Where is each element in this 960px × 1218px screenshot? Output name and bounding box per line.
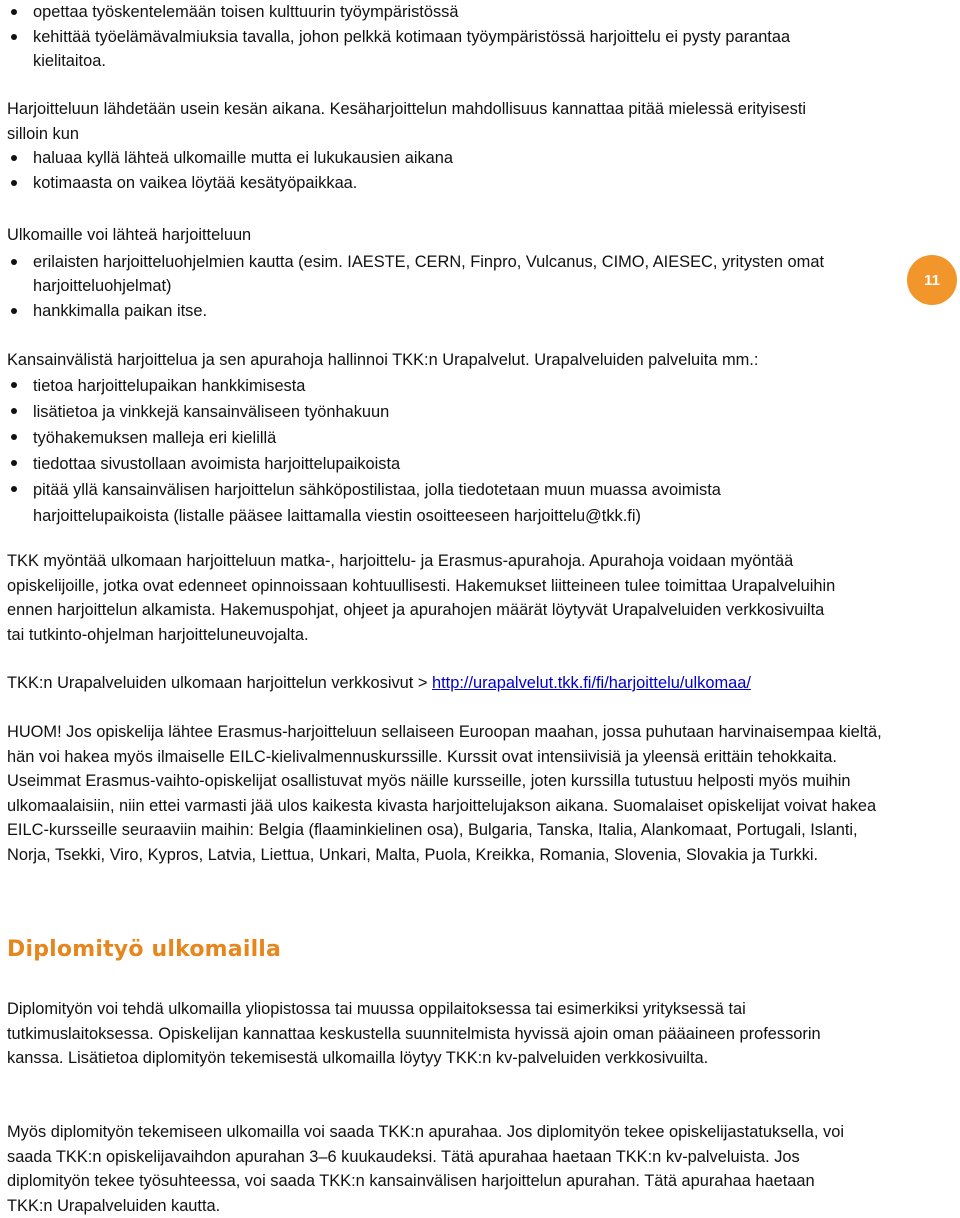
list-item — [7, 399, 887, 425]
huom-paragraph: HUOM! Jos opiskelija lähtee Erasmus-harjoitteluun sellaiseen Euroopan maahan, jossa puhutaan harvinaisempaa kieltä, hän voi hakea myös ilmaiselle EILC-kielivalmennuskurssille. Kurssit ovat intensiivisiä ja yleensä erittäin tehokkaita. Useimmat Erasmus-vaihto-opiskelijat osallistuvat myös näille kursseille, joten kurssilla tutustuu helposti myös muihin ulkomaalaisiin, niin ettei varmasti jää ulos kaikesta kivasta harjoittelujakson aikana. Suomalaiset opiskelijat voivat hakea EILC-kursseille seuraaviin maihin: Belgia (flaaminkielinen osa), Bulgaria, Tanska, Italia, Alankomaat, Portugali, Islanti, Norja, Tsekki, Viro, Kypros, Latvia, Liettua, Unkari, Malta, Puola, Kreikka, Romania, Slovenia, Slovakia ja Turkki. — [7, 723, 882, 864]
thesis-heading: Diplomityö ulkomailla — [7, 937, 282, 962]
list-item-text: opettaa työskentelemään toisen kulttuurin työympäristössä — [33, 3, 459, 21]
list-item — [7, 299, 867, 324]
list-item — [7, 373, 887, 399]
page-number-badge: 11 — [907, 255, 957, 305]
summer-paragraph: Harjoitteluun lähdetään usein kesän aikana. Kesäharjoittelun mahdollisuus kannattaa pitää mielessä erityisesti silloin kun — [7, 100, 807, 143]
web-link-section — [7, 671, 907, 696]
abroad-paragraph: Ulkomaille voi lähteä harjoitteluun — [7, 226, 252, 244]
top-bullet-list — [7, 0, 887, 74]
list-item-text: työhakemuksen malleja eri kielillä — [33, 428, 277, 447]
abroad-section — [7, 223, 867, 323]
bullet-icon — [11, 434, 17, 440]
bullet-icon — [11, 460, 17, 466]
bullet-icon — [11, 259, 17, 265]
services-section — [7, 348, 887, 529]
list-item — [7, 250, 867, 299]
bullet-icon — [11, 155, 17, 161]
services-bullet-list — [7, 373, 887, 529]
bullet-icon — [11, 408, 17, 414]
list-item-text: pitää yllä kansainvälisen harjoittelun sähköpostilistaa, jolla tiedotetaan muun muassa avoimista harjoittelupaikoista (listalle pääsee laittamalla viestin osoitteeseen harjoittelu@tkk.fi) — [33, 480, 721, 525]
list-item — [7, 146, 837, 171]
list-item — [7, 425, 887, 451]
huom-section — [7, 720, 887, 867]
bullet-icon — [11, 486, 17, 492]
list-item-text: tiedottaa sivustollaan avoimista harjoittelupaikoista — [33, 454, 401, 473]
list-item-text: kotimaasta on vaikea löytää kesätyöpaikkaa. — [33, 173, 358, 192]
list-item — [7, 0, 887, 25]
list-item-text: lisätietoa ja vinkkejä kansainväliseen työnhakuun — [33, 402, 390, 421]
list-item — [7, 25, 843, 74]
web-link-paragraph — [7, 671, 907, 696]
thesis-paragraph-1: Diplomityön voi tehdä ulkomailla yliopistossa tai muussa oppilaitoksessa tai esimerkiksi yrityksessä tai tutkimuslaitoksessa. Opiskelijan kannattaa keskustella suunnitelmista hyvissä ajoin oman pääaineen professorin kanssa. Lisätietoa diplomityön tekemisestä ulkomailla löytyy TKK:n kv-palveluiden verkkosivuilta. — [7, 1000, 821, 1067]
top-bullet-list-block — [7, 0, 887, 74]
list-item-text: erilaisten harjoitteluohjelmien kautta (esim. IAESTE, CERN, Finpro, Vulcanus, CIMO, AIESEC, yritysten omat harjoitteluohjelmat) — [33, 252, 824, 295]
list-item-text: hankkimalla paikan itse. — [33, 301, 208, 320]
summer-bullet-list — [7, 146, 837, 195]
grants-section — [7, 549, 837, 647]
urapalvelut-link[interactable]: http://urapalvelut.tkk.fi/fi/harjoittelu/ulkomaa/ — [432, 674, 751, 692]
web-link-prefix: TKK:n Urapalveluiden ulkomaan harjoittelun verkkosivut > — [7, 674, 433, 692]
bullet-icon — [11, 34, 17, 40]
services-paragraph: Kansainvälistä harjoittelua ja sen apurahoja hallinnoi TKK:n Urapalvelut. Urapalveluiden palveluita mm.: — [7, 351, 759, 369]
list-item-text: tietoa harjoittelupaikan hankkimisesta — [33, 376, 306, 395]
list-item — [7, 451, 887, 477]
bullet-icon — [11, 180, 17, 186]
thesis-section-2 — [7, 1120, 847, 1218]
list-item — [7, 171, 837, 196]
list-item — [7, 477, 833, 529]
list-item-text: kehittää työelämävalmiuksia tavalla, johon pelkkä kotimaan työympäristössä harjoittelu ei pysty parantaa kielitaitoa. — [33, 27, 791, 70]
bullet-icon — [11, 308, 17, 314]
bullet-icon — [11, 9, 17, 15]
summer-section — [7, 97, 837, 195]
thesis-section-1 — [7, 997, 847, 1071]
bullet-icon — [11, 382, 17, 388]
abroad-bullet-list — [7, 250, 867, 324]
grants-paragraph: TKK myöntää ulkomaan harjoitteluun matka-, harjoittelu- ja Erasmus-apurahoja. Apurahoja voidaan myöntää opiskelijoille, jotka ovat edenneet opinnoissaan kohtuullisesti. Hakemukset liitteineen tulee toimittaa Urapalveluihin ennen harjoittelun alkamista. Hakemuspohjat, ohjeet ja apurahojen määrät löytyvät Urapalveluiden verkkosivuilta tai tutkinto-ohjelman harjoitteluneuvojalta. — [7, 552, 836, 644]
thesis-paragraph-2: Myös diplomityön tekemiseen ulkomailla voi saada TKK:n apurahaa. Jos diplomityön tekee opiskelijastatuksella, voi saada TKK:n opiskelijavaihdon apurahan 3–6 kuukaudeksi. Tätä apurahaa haetaan TKK:n kv-palveluista. Jos diplomityön tekee työsuhteessa, voi saada TKK:n kansainvälisen harjoittelun apurahan. Tätä apurahaa haetaan TKK:n Urapalveluiden kautta. — [7, 1123, 844, 1215]
list-item-text: haluaa kyllä lähteä ulkomaille mutta ei lukukausien aikana — [33, 149, 454, 167]
